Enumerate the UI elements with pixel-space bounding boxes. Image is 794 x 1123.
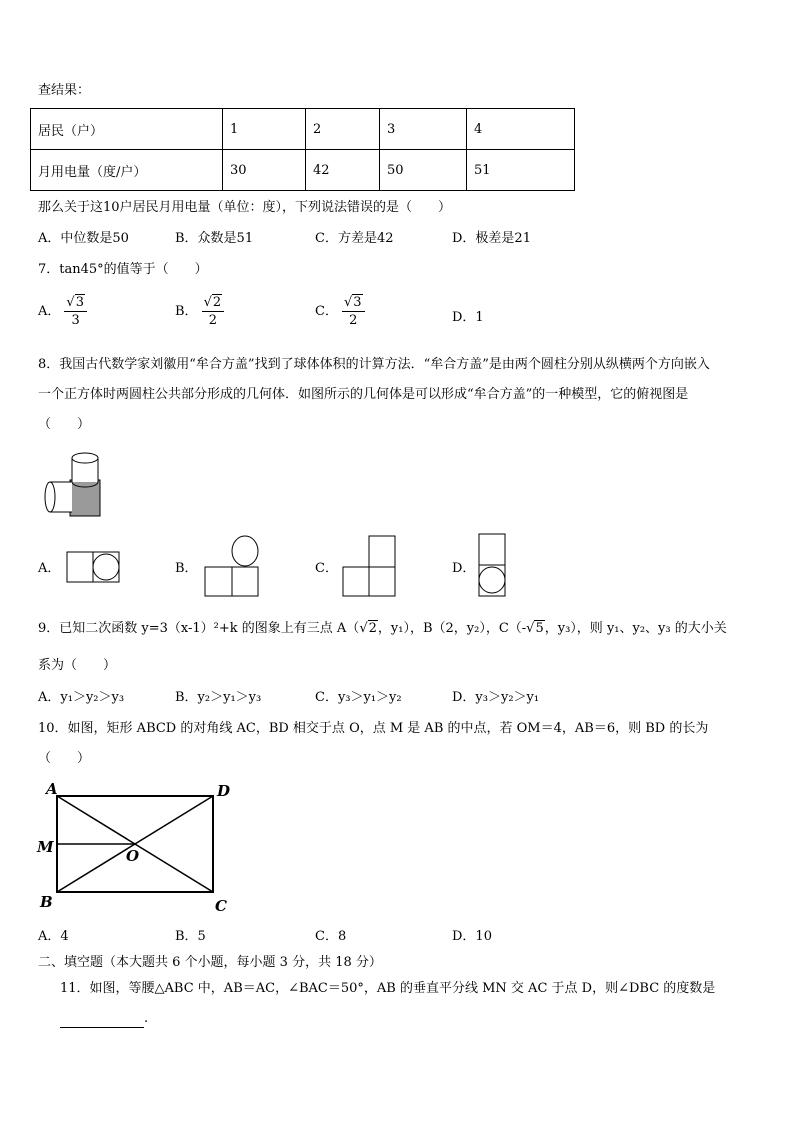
radicand: 2: [212, 295, 222, 310]
table-cell: 2: [306, 109, 380, 150]
label-b: B: [40, 893, 53, 911]
table-cell: 居民（户）: [31, 109, 223, 150]
q10-option-a: A．4: [38, 929, 69, 944]
table-row: [31, 109, 575, 150]
fraction: $\frac{√3}{3}$: [64, 296, 87, 327]
table-cell: 3: [380, 109, 467, 150]
radicand: 2: [368, 621, 377, 636]
table-cell: 50: [380, 150, 467, 191]
q8-option-b: B．: [175, 561, 198, 576]
label-a: A: [46, 780, 58, 798]
q6-stem: 那么关于这10户居民月用电量（单位：度），下列说法错误的是（ ）: [38, 200, 452, 215]
q9-line-2: 系为（ ）: [38, 658, 117, 673]
q7-option-d: D．1: [452, 310, 484, 325]
sqrt-symbol: √: [359, 621, 368, 636]
label-o: O: [126, 847, 140, 865]
q9-option-b: B．y₂＞y₁＞y₃: [175, 690, 262, 705]
table-cell: 1: [223, 109, 306, 150]
label-c: C: [215, 897, 227, 915]
q8-option-a: A．: [38, 561, 61, 576]
q8-option-c: C．: [315, 561, 338, 576]
table-cell: 4: [467, 109, 575, 150]
q11-end-punct: .: [144, 1011, 149, 1026]
q9-text: ，y₃），则 y₁、y₂、y₃ 的大小关: [544, 621, 727, 636]
q10-line-1: 10．如图，矩形 ABCD 的对角线 AC，BD 相交于点 O，点 M 是 AB 的中点，若 OM＝4，AB＝6，则 BD 的长为: [38, 721, 709, 736]
section-heading: 二、填空题（本大题共 6 个小题，每小题 3 分，共 18 分）: [38, 955, 382, 970]
intro-text: 查结果：: [38, 83, 91, 98]
q9-option-c: C．y₃＞y₁＞y₂: [315, 690, 402, 705]
option-prefix: B．: [175, 304, 198, 319]
option-prefix: A．: [38, 304, 61, 319]
table-cell: 月用电量（度/户）: [31, 150, 223, 191]
label-m: M: [37, 838, 54, 856]
q8-option-a-figure: [66, 549, 122, 585]
denominator: 2: [349, 313, 358, 328]
electricity-table: [30, 108, 575, 191]
table-row: [31, 150, 575, 191]
q9-line-1: [38, 620, 727, 638]
q11-text: 11．如图，等腰△ABC 中，AB＝AC，∠BAC＝50°，AB 的垂直平分线 MN 交 AC 于点 D，则∠DBC 的度数是: [60, 981, 716, 996]
sqrt-symbol: √: [526, 621, 535, 636]
q6-option-c: C．方差是42: [315, 231, 394, 246]
q9-text: 9．已知二次函数 y=3（x-1）²+k 的图象上有三点 A（: [38, 621, 360, 636]
q8-option-d: D．: [452, 561, 476, 576]
q6-option-b: B．众数是51: [175, 231, 254, 246]
q8-option-d-figure: [478, 533, 508, 599]
q10-line-2: （ ）: [38, 751, 91, 766]
table-cell: 42: [306, 150, 380, 191]
q10-option-c: C．8: [315, 929, 347, 944]
q10-option-b: B．5: [175, 929, 206, 944]
q6-option-a: A．中位数是50: [38, 231, 129, 246]
radicand: 3: [353, 295, 362, 310]
denominator: 3: [71, 313, 80, 328]
q8-line-3: （ ）: [38, 417, 91, 432]
q6-option-d: D．极差是21: [452, 231, 531, 246]
answer-blank[interactable]: [60, 1013, 144, 1028]
q8-solid-figure: [40, 448, 110, 520]
q10-rectangle-figure: [34, 780, 244, 920]
q7-option-a: [38, 296, 87, 327]
radicand: 3: [75, 295, 84, 310]
option-prefix: C．: [315, 304, 338, 319]
q10-option-d: D．10: [452, 929, 492, 944]
denominator: 2: [208, 313, 217, 328]
q7-stem: 7．tan45°的值等于（ ）: [38, 262, 208, 277]
q9-option-d: D．y₃＞y₂＞y₁: [452, 690, 540, 705]
q9-text: ，y₁），B（2，y₂），C（-: [377, 621, 527, 636]
fraction: $\frac{√3}{2}$: [342, 296, 365, 327]
fraction: $\frac{√2}{2}$: [202, 296, 225, 327]
table-cell: 51: [467, 150, 575, 191]
q11-answer-line: [60, 1010, 148, 1028]
q9-option-a: A．y₁＞y₂＞y₃: [38, 690, 125, 705]
q8-line-1: 8．我国古代数学家刘徽用“牟合方盖”找到了球体体积的计算方法．“牟合方盖”是由两个圆柱分别从纵横两个方向嵌入: [38, 357, 710, 372]
q8-option-b-figure: [204, 534, 260, 598]
q8-line-2: 一个正方体时两圆柱公共部分形成的几何体．如图所示的几何体是可以形成“牟合方盖”的一种模型，它的俯视图是: [38, 387, 689, 402]
q8-option-c-figure: [342, 534, 398, 598]
q7-option-b: [175, 296, 224, 327]
radicand: 5: [535, 621, 544, 636]
table-cell: 30: [223, 150, 306, 191]
q7-option-c: [315, 296, 365, 327]
label-d: D: [217, 782, 231, 800]
